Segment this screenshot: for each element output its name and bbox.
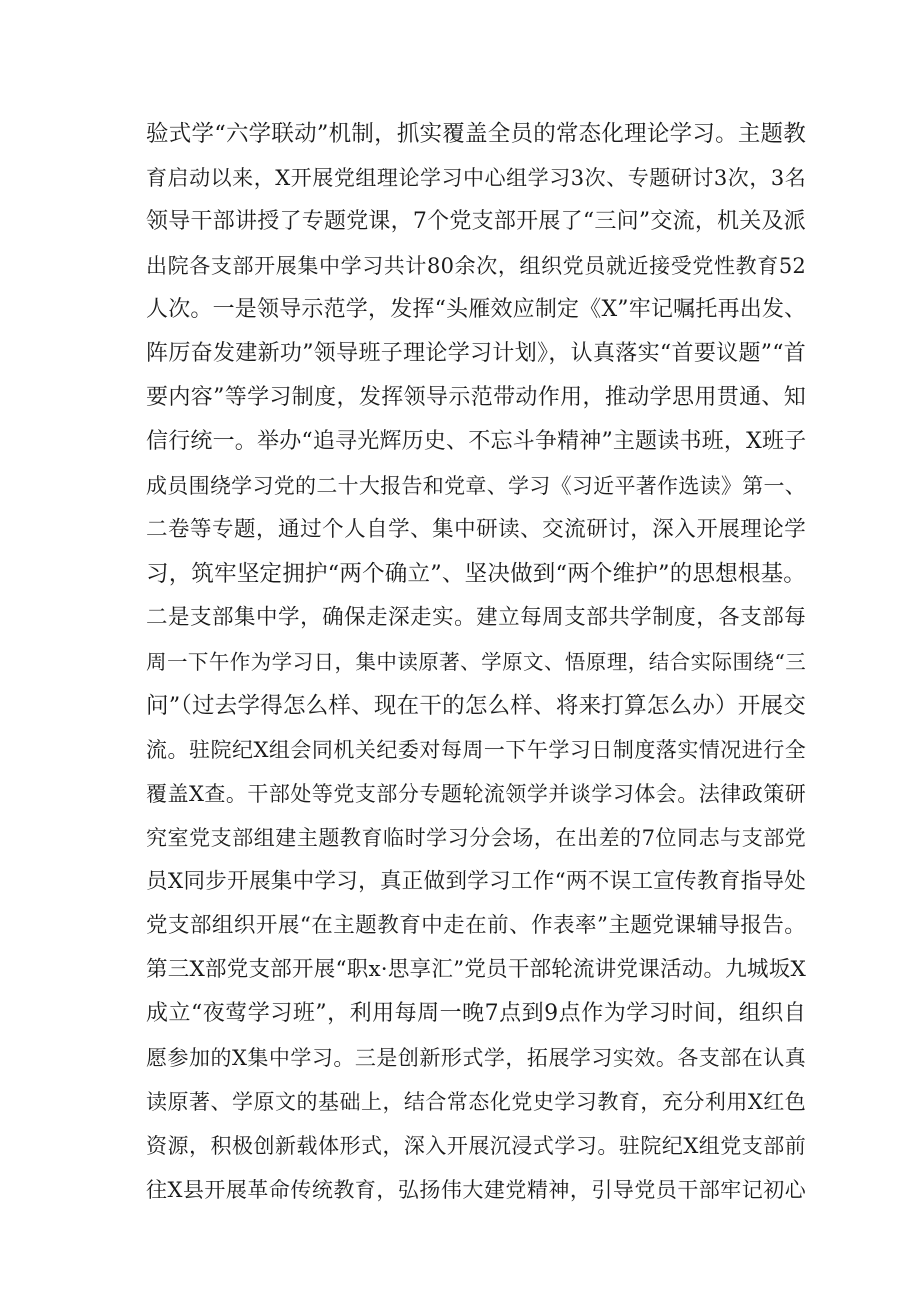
text-line: 人次。一是领导示范学，发挥“头雁效应制定《X”牢记嘱托再出发、 (146, 297, 807, 322)
text-line: 验式学“六学联动”机制，抓实覆盖全员的常态化理论学习。主题教 (146, 121, 806, 147)
text-line: 要内容”等学习制度，发挥领导示范带动作用，推动学思用贯通、知 (146, 385, 806, 410)
text-line: 成员围绕学习党的二十大报告和党章、学习《习近平著作选读》第一、 (146, 474, 806, 498)
text-line: 信行统一。举办“追寻光辉历史、不忘斗争精神”主题读书班，X班子 (146, 429, 807, 454)
text-line: 愿参加的X集中学习。三是创新形式学，拓展学习实效。各支部在认真 (146, 1046, 806, 1070)
text-line: 读原著、学原文的基础上，结合常态化党史学习教育，充分利用X红色 (146, 1090, 806, 1114)
text-line: 育启动以来，X开展党组理论学习中心组学习3次、专题研讨3次，3名 (146, 166, 806, 190)
text-line: 领导干部讲授了专题党课，7个党支部开展了“三问”交流，机关及派 (146, 209, 806, 234)
text-line: 周一下午作为学习日，集中读原著、学原文、悟原理，结合实际围绕“三 (146, 650, 806, 674)
text-line: 往X县开展革命传统教育，弘扬伟大建党精神，引导党员干部牢记初心 (146, 1178, 806, 1202)
text-line: 员X同步开展集中学习，真正做到学习工作“两不误工宣传教育指导处 (146, 869, 806, 894)
text-line: 阵厉奋发建新功”领导班子理论学习计划》，认真落实“首要议题”“首 (146, 341, 806, 366)
text-line: 二卷等专题，通过个人自学、集中研读、交流研讨，深入开展理论学 (146, 517, 806, 542)
text-line: 覆盖X查。干部处等党支部分专题轮流领学并谈学习体会。法律政策研 (146, 782, 806, 806)
text-line: 习，筑牢坚定拥护“两个确立”、坚决做到“两个维护”的思想根基。 (146, 561, 806, 587)
body-paragraph (146, 112, 806, 1212)
text-line: 第三X部党支部开展“职x·思享汇”党员干部轮流讲党课活动。九城坂X (146, 957, 806, 982)
text-line: 究室党支部组建主题教育临时学习分会场，在出差的7位同志与支部党 (146, 826, 806, 850)
text-line: 出院各支部开展集中学习共计80余次，组织党员就近接受党性教育52 (146, 254, 806, 278)
text-line: 问”（过去学得怎么样、现在干的怎么样、将来打算怎么办）开展交 (146, 693, 806, 719)
text-line: 二是支部集中学，确保走深走实。建立每周支部共学制度，各支部每 (146, 605, 806, 630)
text-line: 流。驻院纪X组会同机关纪委对每周一下午学习日制度落实情况进行全 (146, 738, 806, 762)
text-line: 成立“夜莺学习班”，利用每周一晚7点到9点作为学习时间，组织自 (146, 1001, 806, 1026)
text-line: 资源，积极创新载体形式，深入开展沉浸式学习。驻院纪X组党支部前 (146, 1134, 806, 1158)
text-line: 党支部组织开展“在主题教育中走在前、作表率”主题党课辅导报告。 (146, 913, 806, 938)
